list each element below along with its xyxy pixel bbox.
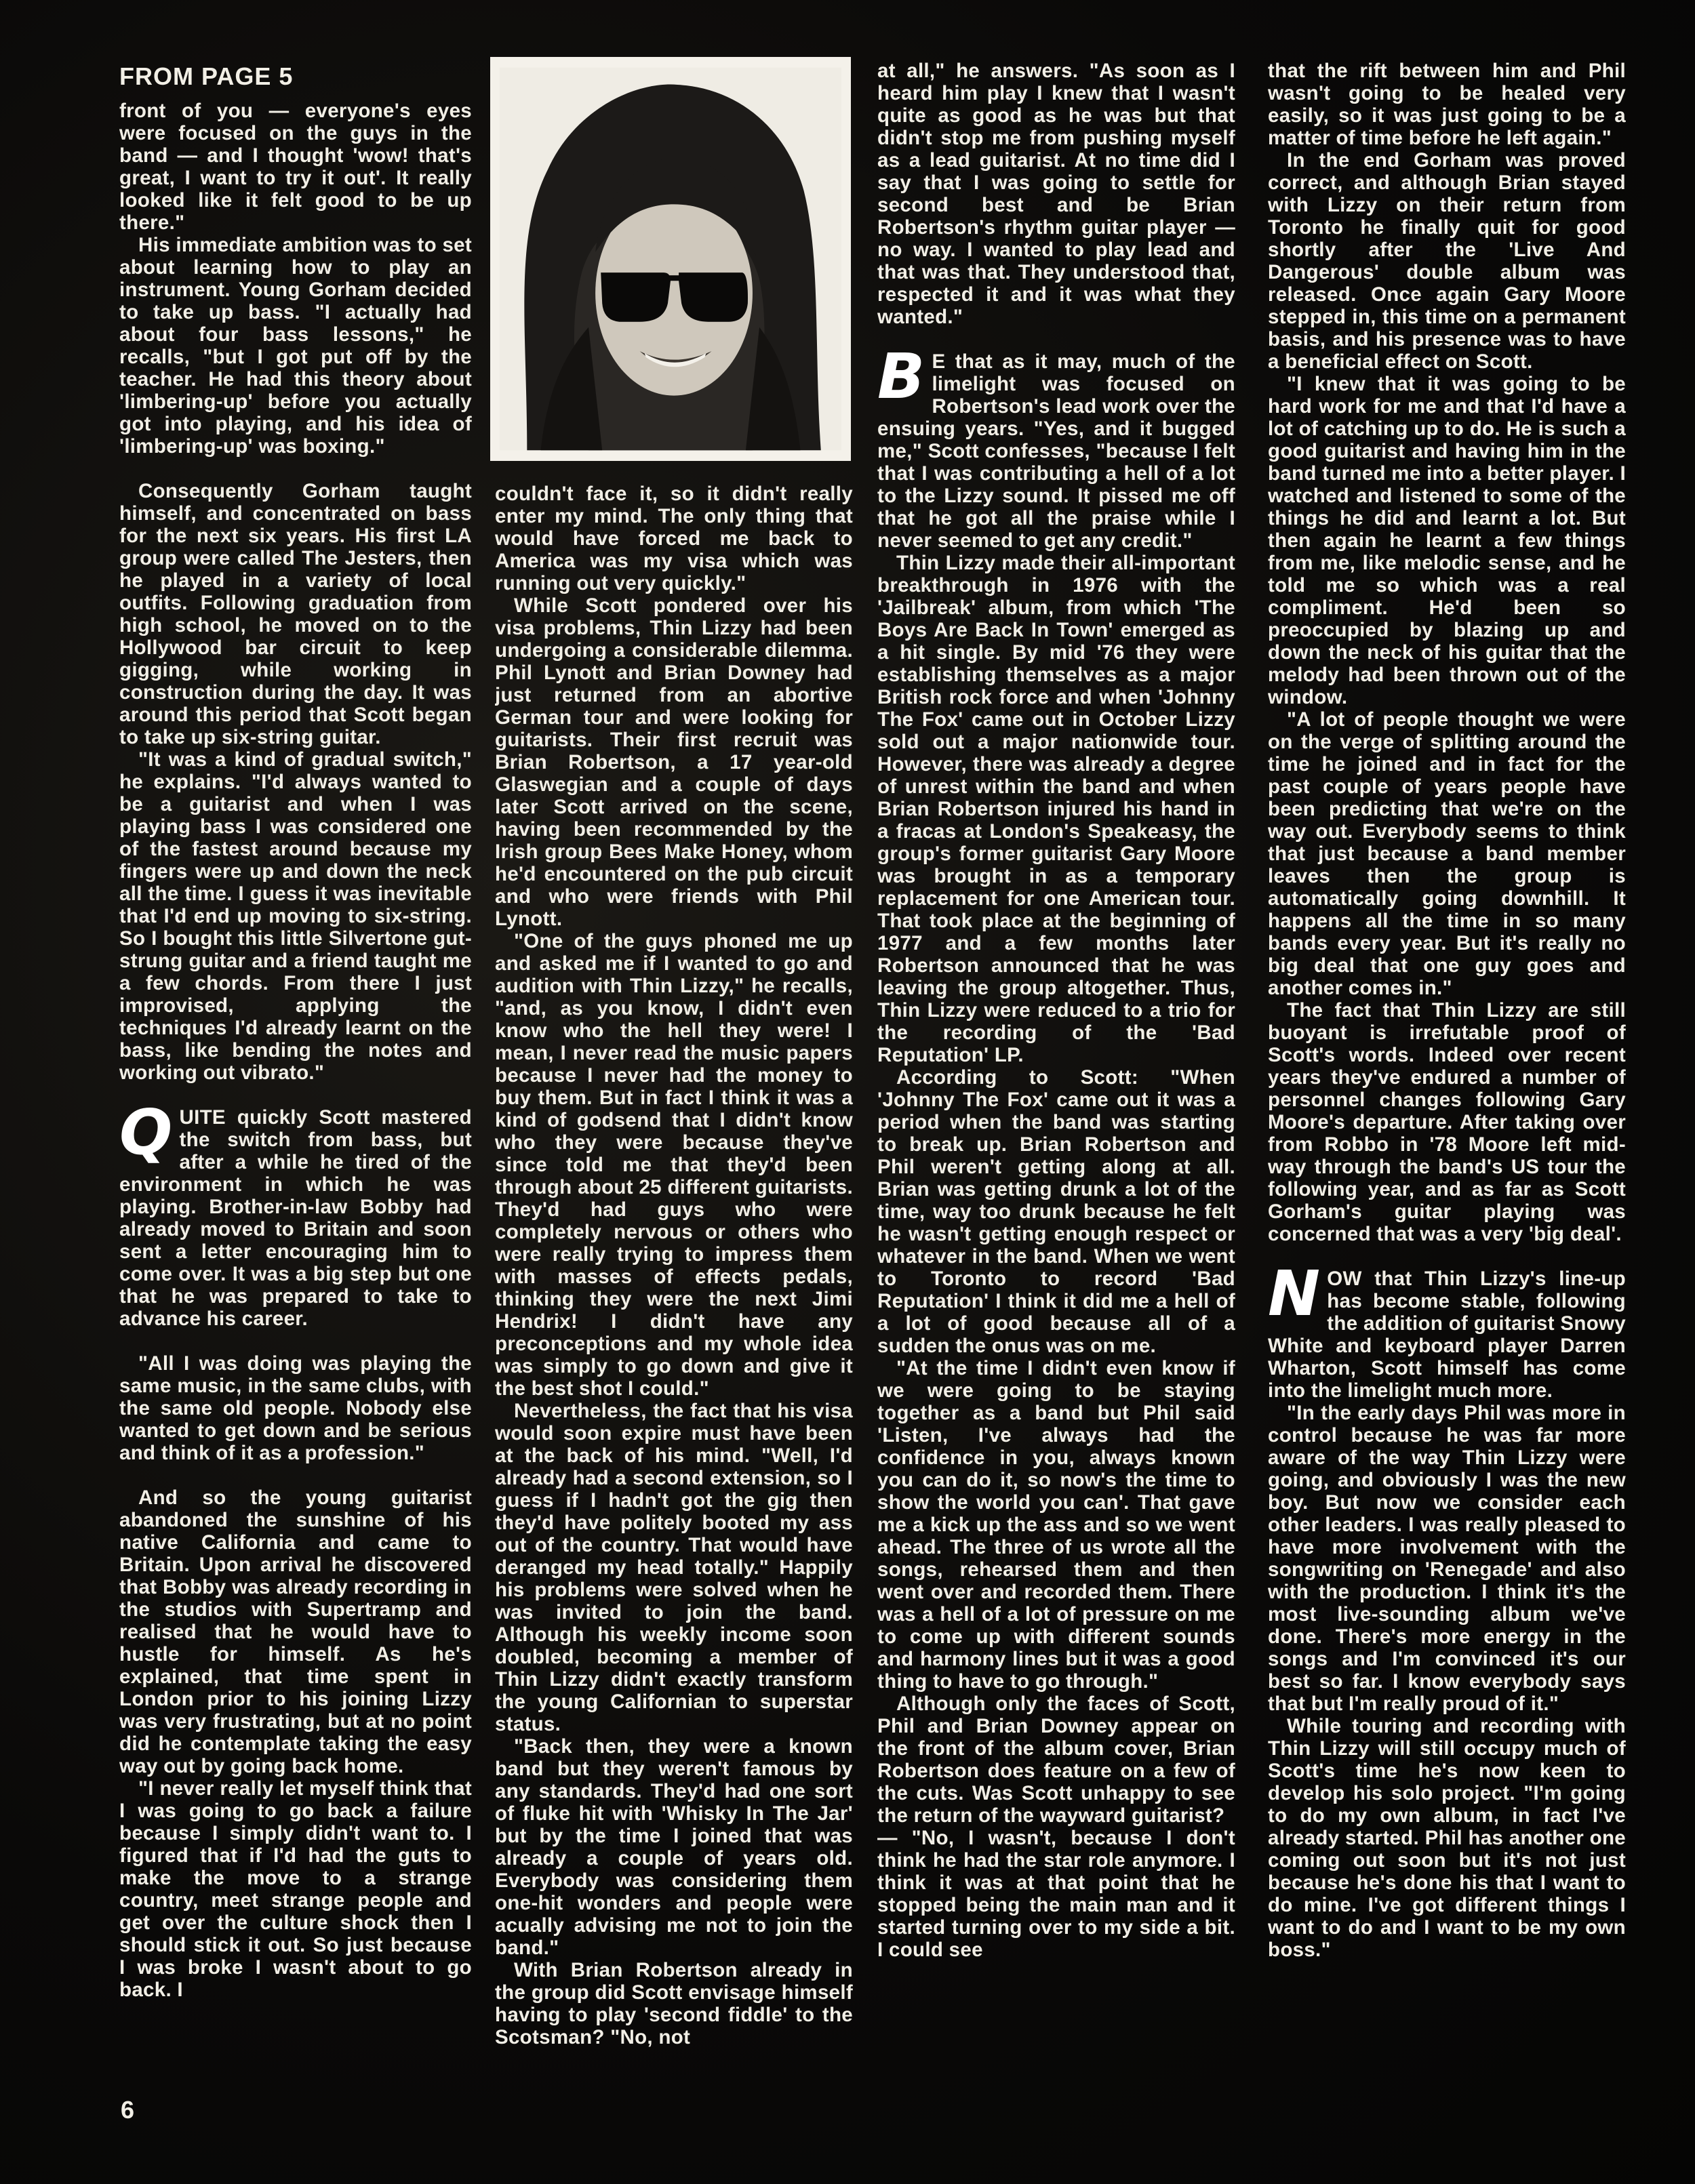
paragraph: The fact that Thin Lizzy are still buoyant is irrefutable proof of Scott's words. Indeed over recent years they've endured a number of personnel changes following Gary Moore's departure. After taking over from Robbo in '78 Moore left mid-way through the band's US tour the following year, and as far as Scott Gorham's guitar playing was concerned that was a very 'big deal'. [1268,999,1626,1245]
paragraph-text: OW that Thin Lizzy's line-up has become stable, following the addition of guitarist Snowy White and keyboard player Darren Wharton, Scott himself has come into the limelight much more. [1268,1268,1626,1402]
paragraph: Consequently Gorham taught himself, and concentrated on bass for the next six years. His first LA group were called The Jesters, then he played in a variety of local outfits. Following graduation from high school, he moved on to the Hollywood bar circuit to keep gigging, while working in construction during the day. It was around this period that Scott began to take up six-string guitar. [119,480,472,748]
column-2 [495,483,853,2085]
drop-cap: B [877,340,925,413]
paragraph [877,340,1235,552]
paragraph: "One of the guys phoned me up and asked me if I wanted to go and audition with Thin Lizzy," he recalls, "and, as you know, I didn't even know who the hell they were! I mean, I never read the music papers because I never had the money to buy them. But in fact I think it was a kind of godsend that I didn't know who they were because they've since told me that they'd been through about 25 different guitarists. They'd had guys who were completely nervous or others who were really trying to impress them with masses of effects pedals, thinking they were the next Jimi Hendrix! I didn't have any preconceptions and my whole idea was simply to go down and give it the best shot I could." [495,930,853,1400]
paragraph: In the end Gorham was proved correct, and although Brian stayed with Lizzy on their return from Toronto he finally quit for good shortly after the 'Live And Dangerous' double album was released. Once again Gary Moore stepped in, this time on a permanent basis, and his presence was to have a beneficial effect on Scott. [1268,149,1626,373]
paragraph [1268,1257,1626,1402]
paragraph: front of you — everyone's eyes were focused on the guys in the band — and I thought 'wow! that's great, I want to try it out'. It really looked like it felt good to be up there." [119,100,472,234]
paragraph-text: UITE quickly Scott mastered the switch from bass, but after a while he tired of the environment in which he was playing. Brother-in-law Bobby had already moved to Britain and soon sent a letter encouraging him to come over. It was a big step but one that he was prepared to take to advance his career. [119,1106,472,1330]
paragraph: "I knew that it was going to be hard work for me and that I'd have a lot of catching up to do. He is such a good guitarist and having him in the band turned me into a better player. I watched and listened to some of the things he did and learnt a lot. But then again he learnt a few things from me, like melodic sense, and he told me so which was a real compliment. He'd been so preoccupied by blazing up and down the neck of his guitar that the melody had been thrown out of the window. [1268,373,1626,708]
paragraph: "In the early days Phil was more in control because he was far more aware of the way Thin Lizzy were going, and obviously I was the new boy. But now we consider each other leaders. I was really pleased to have more involvement with the songwriting on 'Renegade' and also with the production. I think it's the most live-sounding album we've done. There's more energy in the songs and I'm convinced it's our best so far. I know everybody says that but I'm really proud of it." [1268,1402,1626,1715]
paragraph: "All I was doing was playing the same music, in the same clubs, with the same old people. Nobody else wanted to get down and be serious and think of it as a profession." [119,1352,472,1464]
paragraph: While touring and recording with Thin Lizzy will still occupy much of Scott's time he's now keen to develop his solo project. "I'm going to do my own album, in fact I've already started. Phil has another one coming out soon but it's not just because he's done his that I want to do mine. I've got different things I want to do and I want to be my own boss." [1268,1715,1626,1961]
drop-cap: Q [119,1096,173,1169]
paragraph: "It was a kind of gradual switch," he explains. "I'd always wanted to be a guitarist and when I was playing bass I was considered one of the fastest around because my fingers were up and down the neck all the time. I guess it was inevitable that I'd end up moving to six-string. So I bought this little Silvertone gut-strung guitar and a friend taught me a few chords. From there I just improvised, applying the techniques I'd already learnt on the bass, like bending the notes and working out vibrato." [119,748,472,1084]
paragraph: And so the young guitarist abandoned the sunshine of his native California and came to Britain. Upon arrival he discovered that Bobby was already recording in the studios with Supertramp and realised that he would have to hustle for himself. As he's explained, that time spent in London prior to his joining Lizzy was very frustrating, but at no point did he contemplate taking the easy way out by going back home. [119,1487,472,1777]
page-number: 6 [121,2096,135,2124]
paragraph: couldn't face it, so it didn't really enter my mind. The only thing that would have forced me back to America was my visa which was running out very quickly." [495,483,853,594]
paragraph: While Scott pondered over his visa problems, Thin Lizzy had been undergoing a considerable dilemma. Phil Lynott and Brian Downey had just returned from an abortive German tour and were looking for guitarists. Their first recruit was Brian Robertson, a 17 year-old Glaswegian and a couple of days later Scott arrived on the scene, having been recommended by the Irish group Bees Make Honey, whom he'd encountered on the pub circuit and who were friends with Phil Lynott. [495,594,853,930]
paragraph: — "No, I wasn't, because I don't think he had the star role anymore. I think it was at that point that he stopped being the main man and it started turning over to my side a bit. I could see [877,1827,1235,1961]
drop-cap: N [1268,1257,1321,1330]
paragraph: With Brian Robertson already in the group did Scott envisage himself having to play 'second fiddle' to the Scotsman? "No, not [495,1959,853,2048]
paragraph: "A lot of people thought we were on the verge of splitting around the time he joined and in fact for the past couple of years people have been predicting that we're on the way out. Everybody seems to think that just because a band member leaves then the group is automatically going downhill. It happens all the time in so many bands every year. But it's really no big deal that one guy goes and another comes in." [1268,708,1626,999]
paragraph: His immediate ambition was to set about learning how to play an instrument. Young Gorham decided to take up bass. "I actually had about four bass lessons," he recalls, "but I got put off by the teacher. He had this theory about 'limbering-up' before you actually got into playing, and his idea of 'limbering-up' was boxing." [119,234,472,458]
paragraph: According to Scott: "When 'Johnny The Fox' came out it was a period when the band was starting to break up. Brian Robertson and Phil weren't getting along at all. Brian was getting drunk a lot of the time, way too drunk because he felt he wasn't getting enough respect or whatever in the band. When we went to Toronto to record 'Bad Reputation' I think it did me a hell of a lot of good because all of a sudden the onus was on me. [877,1066,1235,1357]
paragraph: that the rift between him and Phil wasn't going to be healed very easily, so it was just going to be a matter of time before he left again." [1268,60,1626,149]
column-3 [877,60,1235,2086]
column-4 [1268,60,1626,2086]
paragraph: "Back then, they were a known band but they weren't famous by any standards. They'd had one sort of fluke hit with 'Whisky In The Jar' but by the time I joined that was already a couple of years old. Everybody was considering them one-hit wonders and people were acually advising me not to join the band." [495,1735,853,1959]
paragraph-text: E that as it may, much of the limelight was focused on Robertson's lead work over the ensuing years. "Yes, and it bugged me," Scott confesses, "because I felt that I was contributing a hell of a lot to the Lizzy sound. It pissed me off that he got all the praise while I never seemed to get any credit." [877,350,1235,552]
paragraph: "At the time I didn't even know if we were going to be staying together as a band but Phil said 'Listen, I've always had the confidence in you, always known you can do it, so now's the time to show the world you can'. That gave me a kick up the ass and so we went ahead. The three of us wrote all the songs, rehearsed them and then went over and recorded them. There was a hell of a lot of pressure on me to come up with different sounds and harmony lines but it was a good thing to have to go through." [877,1357,1235,1693]
paragraph: Nevertheless, the fact that his visa would soon expire must have been at the back of his mind. "Well, I'd already had a second extension, so I guess if I hadn't got the gig then they'd have politely booted my ass out of the country. That would have deranged my head totally." Happily his problems were solved when he was invited to join the band. Although his weekly income soon doubled, becoming a member of Thin Lizzy didn't exactly transform the young Californian to superstar status. [495,1400,853,1735]
portrait-photo [490,57,851,461]
paragraph: at all," he answers. "As soon as I heard him play I knew that I wasn't quite as good as he was but that didn't stop me from pushing myself as a lead guitarist. At no time did I say that I was going to settle for second best and be Brian Robertson's rhythm guitar player — no way. I wanted to play lead and that was that. They understood that, respected it and it was what they wanted." [877,60,1235,328]
column-1 [119,65,472,2085]
paragraph: Although only the faces of Scott, Phil and Brian Downey appear on the front of the album cover, Brian Robertson does feature on a few of the cuts. Was Scott unhappy to see the return of the wayward guitarist? [877,1693,1235,1827]
paragraph: Thin Lizzy made their all-important breakthrough in 1976 with the 'Jailbreak' album, from which 'The Boys Are Back In Town' emerged as a hit single. By mid '76 they were establishing themselves as a major British rock force and when 'Johnny The Fox' came out in October Lizzy sold out a major nationwide tour. However, there was already a degree of unrest within the band and when Brian Robertson injured his hand in a fracas at London's Speakeasy, the group's former guitarist Gary Moore was brought in as a temporary replacement for one American tour. That took place at the beginning of 1977 and a few months later Robertson announced that he was leaving the group altogether. Thus, Thin Lizzy were reduced to a trio for the recording of the 'Bad Reputation' LP. [877,552,1235,1066]
portrait-photo-icon [500,66,841,451]
paragraph [119,1096,472,1330]
paragraph: "I never really let myself think that I was going to go back a failure because I simply didn't want to. I figured that if I'd had the guts to make the move to a strange country, meet strange people and get over the culture shock then I should stick it out. So just because I was broke I wasn't about to go back. I [119,1777,472,2001]
from-page-kicker: FROM PAGE 5 [119,65,294,90]
